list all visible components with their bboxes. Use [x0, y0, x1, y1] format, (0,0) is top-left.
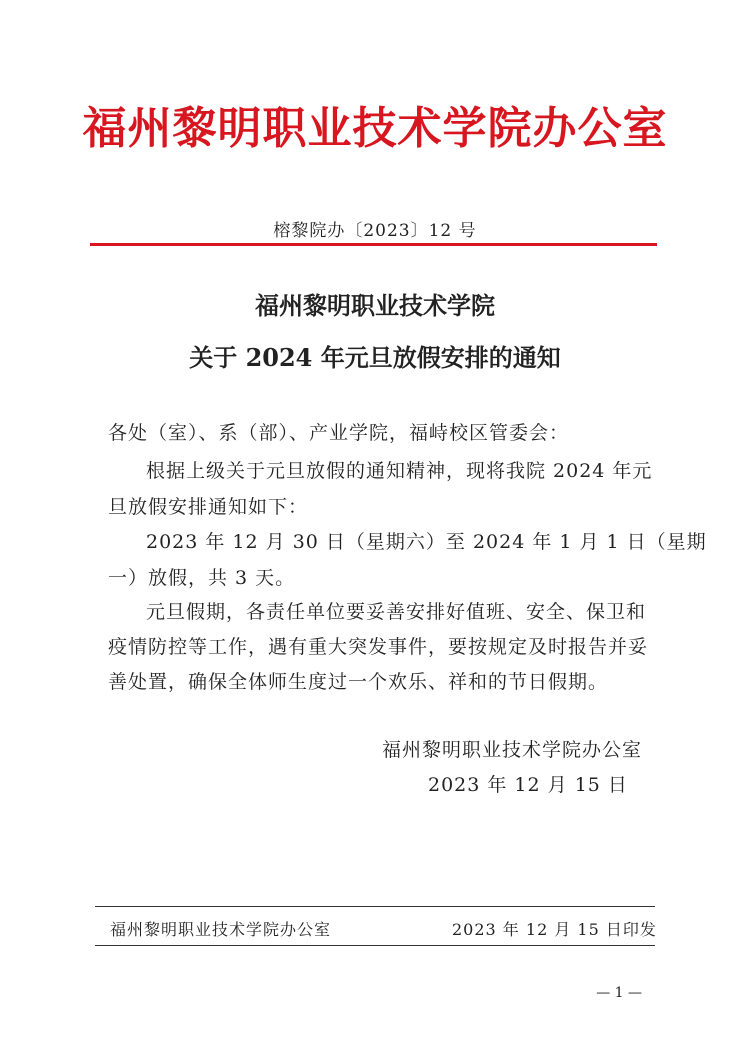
footer-printed-date: 2023 年 12 月 15 日印发	[452, 920, 657, 939]
body-line: 元旦假期，各责任单位要妥善安排好值班、安全、保卫和	[146, 601, 647, 623]
body-line: 2023 年 12 月 30 日（星期六）至 2024 年 1 月 1 日（星期	[146, 531, 707, 553]
footer-org: 福州黎明职业技术学院办公室	[110, 920, 332, 939]
body-line: 一）放假，共 3 天。	[108, 567, 296, 589]
footer-top-rule	[95, 906, 655, 907]
red-separator-line	[90, 243, 657, 246]
body-line: 旦放假安排通知如下：	[108, 496, 309, 518]
footer-bottom-rule	[95, 945, 655, 946]
body-line: 善处置，确保全体师生度过一个欢乐、祥和的节日假期。	[108, 671, 609, 693]
signature-date: 2023 年 12 月 15 日	[428, 774, 628, 796]
page-number: — 1 —	[596, 985, 642, 1001]
body-line: 疫情防控等工作，遇有重大突发事件，要按规定及时报告并妥	[108, 636, 649, 658]
document-number: 榕黎院办〔2023〕12 号	[273, 221, 477, 241]
office-header-title: 福州黎明职业技术学院办公室	[82, 103, 668, 154]
notice-title-line-2: 关于 2024 年元旦放假安排的通知	[189, 343, 561, 372]
notice-title-line-1: 福州黎明职业技术学院	[255, 291, 495, 320]
body-line-recipients: 各处（室）、系（部）、产业学院，福峙校区管委会：	[108, 422, 570, 444]
body-line: 根据上级关于元旦放假的通知精神，现将我院 2024 年元	[146, 460, 653, 482]
signature-org: 福州黎明职业技术学院办公室	[382, 739, 643, 761]
